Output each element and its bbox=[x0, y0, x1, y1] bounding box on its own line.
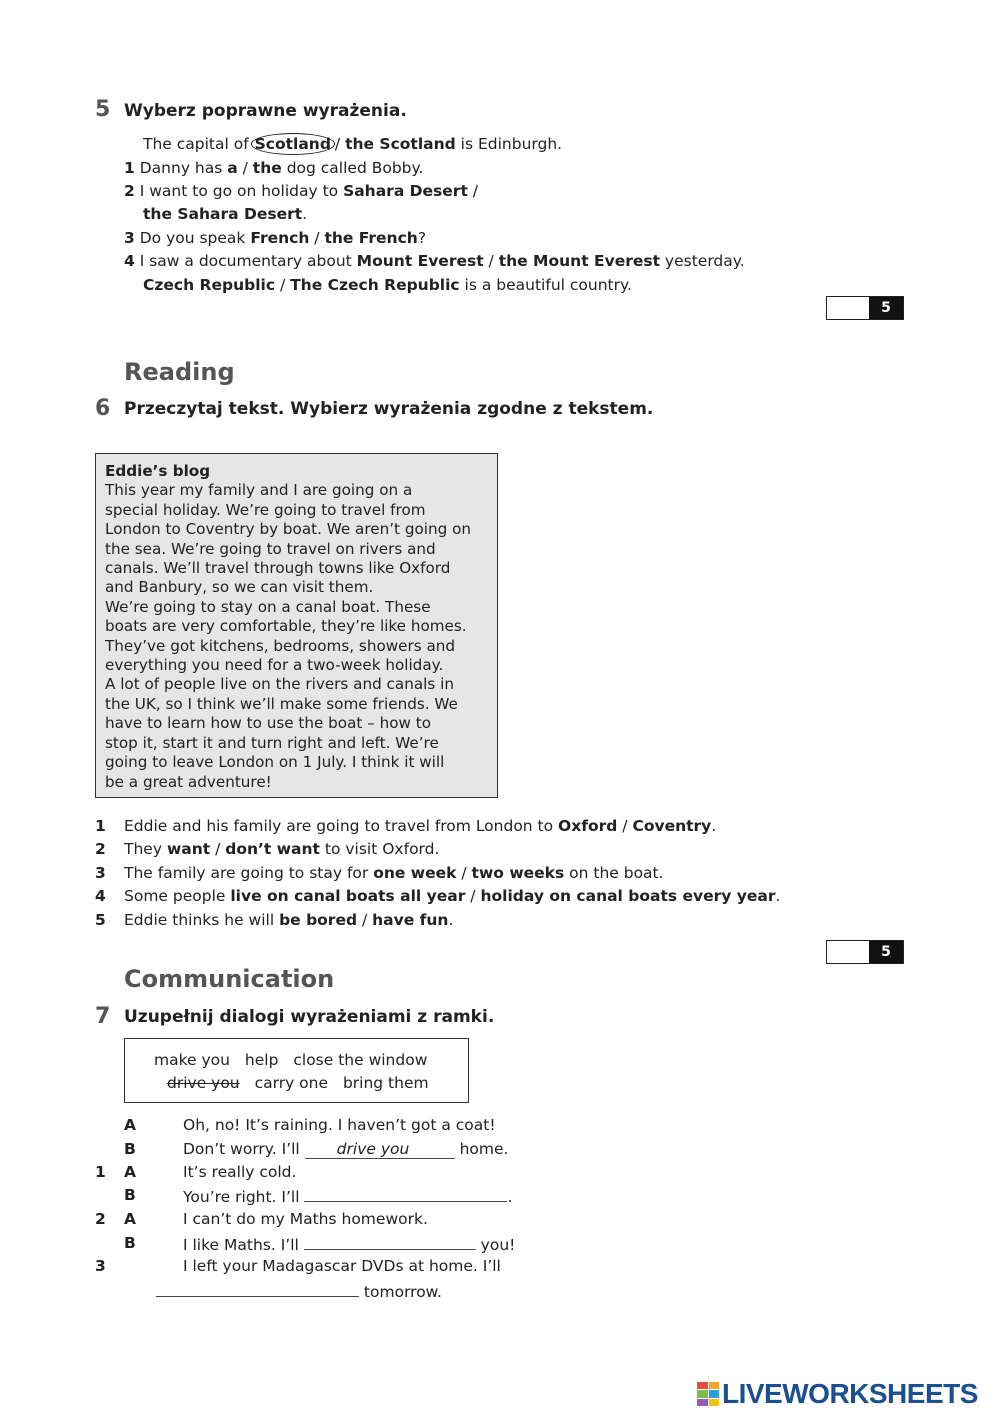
item-text-end: . bbox=[302, 205, 308, 223]
option-1[interactable]: Mount Everest bbox=[356, 252, 484, 270]
example-text: The capital of bbox=[143, 135, 254, 153]
ex6-item-3 bbox=[95, 864, 664, 882]
answer-blank[interactable] bbox=[304, 1186, 507, 1202]
dialog-line bbox=[183, 1186, 512, 1206]
option-2[interactable]: Coventry bbox=[632, 817, 712, 835]
item-text: I saw a documentary about bbox=[139, 252, 357, 270]
ex6-item-2 bbox=[95, 840, 439, 858]
option-1[interactable]: Oxford bbox=[558, 817, 618, 835]
dialog-number: 3 bbox=[95, 1257, 106, 1275]
exercise-6-number: 6 bbox=[95, 396, 111, 421]
item-text: They bbox=[124, 840, 167, 858]
item-text: Danny has bbox=[139, 159, 228, 177]
item-text-end: on the boat. bbox=[564, 864, 664, 882]
dialog-line bbox=[183, 1234, 515, 1254]
speaker-label: B bbox=[124, 1234, 136, 1252]
ex6-item-1 bbox=[95, 817, 716, 835]
ex5-item-2 bbox=[124, 182, 478, 200]
item-number: 2 bbox=[124, 182, 135, 200]
option-2[interactable]: the Sahara Desert bbox=[143, 205, 303, 223]
blog-line: have to learn how to use the boat – how to bbox=[105, 714, 432, 733]
blog-line: stop it, start it and turn right and left. We’re bbox=[105, 733, 439, 752]
blog-line: and Banbury, so we can visit them. bbox=[105, 578, 374, 597]
blog-line: This year my family and I are going on a bbox=[105, 481, 413, 500]
ex6-item-4 bbox=[95, 887, 780, 905]
item-number: 3 bbox=[95, 864, 106, 882]
blog-line: A lot of people live on the rivers and canals in bbox=[105, 675, 454, 694]
word-box bbox=[124, 1038, 469, 1103]
item-number: 5 bbox=[95, 911, 106, 929]
separator: / bbox=[334, 135, 346, 153]
option-2: the Scotland bbox=[345, 135, 456, 153]
logo-square bbox=[709, 1382, 720, 1389]
separator: / bbox=[309, 229, 325, 247]
blog-line: We’re going to stay on a canal boat. These bbox=[105, 597, 431, 616]
logo-square bbox=[697, 1399, 708, 1406]
speaker-label: A bbox=[124, 1163, 136, 1181]
logo-square bbox=[697, 1382, 708, 1389]
option-1[interactable]: Sahara Desert bbox=[343, 182, 468, 200]
exercise-6-title: Przeczytaj tekst. Wybierz wyrażenia zgodne z tekstem. bbox=[124, 399, 654, 419]
score-points: 5 bbox=[869, 941, 903, 963]
dialog-number: 1 bbox=[95, 1163, 106, 1181]
item-number: 2 bbox=[95, 840, 106, 858]
speaker-label: A bbox=[124, 1210, 136, 1228]
item-text: I want to go on holiday to bbox=[139, 182, 344, 200]
score-box[interactable] bbox=[826, 940, 904, 964]
blog-line: the UK, so I think we’ll make some friends. We bbox=[105, 694, 458, 713]
ex5-item-5 bbox=[143, 276, 632, 294]
blog-text-box bbox=[95, 453, 498, 798]
word-option: bring them bbox=[342, 1074, 429, 1092]
option-2[interactable]: the Mount Everest bbox=[498, 252, 660, 270]
ex5-item-2-cont bbox=[143, 205, 307, 223]
score-points: 5 bbox=[869, 297, 903, 319]
dialog-text: You’re right. I’ll bbox=[183, 1188, 305, 1206]
exercise-5-title: Wyberz poprawne wyrażenia. bbox=[124, 101, 407, 121]
option-1[interactable]: French bbox=[250, 229, 310, 247]
dialog-number: 2 bbox=[95, 1210, 106, 1228]
option-1[interactable]: a bbox=[227, 159, 238, 177]
blog-line: London to Coventry by boat. We aren’t going on bbox=[105, 520, 472, 539]
blog-line: canals. We’ll travel through towns like Oxford bbox=[105, 559, 451, 578]
option-2[interactable]: don’t want bbox=[225, 840, 320, 858]
separator: / bbox=[357, 911, 373, 929]
item-number: 3 bbox=[124, 229, 135, 247]
logo-square bbox=[697, 1390, 708, 1397]
ex5-item-3 bbox=[124, 229, 426, 247]
separator: / bbox=[617, 817, 633, 835]
item-number: 1 bbox=[124, 159, 135, 177]
blog-line: boats are very comfortable, they’re like homes. bbox=[105, 617, 467, 636]
item-text-end: . bbox=[775, 887, 781, 905]
item-text: The family are going to stay for bbox=[124, 864, 374, 882]
separator: / bbox=[465, 887, 481, 905]
option-2[interactable]: two weeks bbox=[471, 864, 565, 882]
blog-line: everything you need for a two-week holiday. bbox=[105, 656, 444, 675]
dialog-line: I can’t do my Maths homework. bbox=[183, 1210, 428, 1228]
item-number: 1 bbox=[95, 817, 106, 835]
item-text: Eddie and his family are going to travel from London to bbox=[124, 817, 559, 835]
separator: / bbox=[483, 252, 499, 270]
separator: / bbox=[237, 159, 253, 177]
blog-line: special holiday. We’re going to travel from bbox=[105, 500, 426, 519]
exercise-7-title: Uzupełnij dialogi wyrażeniami z ramki. bbox=[124, 1007, 495, 1027]
item-text: Some people bbox=[124, 887, 231, 905]
reading-heading: Reading bbox=[124, 358, 235, 386]
item-text-end: ? bbox=[417, 229, 427, 247]
blog-line: the sea. We’re going to travel on rivers and bbox=[105, 539, 436, 558]
item-text-end: is a beautiful country. bbox=[459, 276, 632, 294]
item-text-end: to visit Oxford. bbox=[319, 840, 440, 858]
speaker-label: B bbox=[124, 1140, 136, 1158]
dialog-line bbox=[156, 1281, 442, 1301]
example-text-end: is Edinburgh. bbox=[455, 135, 563, 153]
dialog-text: I like Maths. I’ll bbox=[183, 1236, 304, 1254]
blog-line: going to leave London on 1 July. I think it will bbox=[105, 753, 445, 772]
dialog-line bbox=[183, 1140, 508, 1159]
answer-text: drive you bbox=[336, 1140, 410, 1158]
word-option-used: drive you bbox=[167, 1074, 240, 1092]
separator: / bbox=[467, 182, 479, 200]
exercise-5-example bbox=[143, 135, 562, 153]
option-2[interactable]: holiday on canal boats every year bbox=[480, 887, 776, 905]
answer-blank[interactable] bbox=[305, 1140, 455, 1159]
speaker-label: B bbox=[124, 1186, 136, 1204]
option-2[interactable]: the French bbox=[324, 229, 418, 247]
item-text: Do you speak bbox=[139, 229, 251, 247]
dialog-text: Don’t worry. I’ll bbox=[183, 1140, 305, 1158]
blog-line: be a great adventure! bbox=[105, 772, 272, 791]
circled-answer: Scotland bbox=[251, 133, 335, 155]
option-1[interactable]: one week bbox=[373, 864, 457, 882]
exercise-7-number: 7 bbox=[95, 1004, 111, 1029]
option-1[interactable]: Czech Republic bbox=[143, 276, 276, 294]
logo-mark-icon bbox=[697, 1382, 719, 1406]
word-option: carry one bbox=[254, 1074, 329, 1092]
communication-heading: Communication bbox=[124, 965, 335, 993]
speaker-label: A bbox=[124, 1116, 136, 1134]
item-text-end: dog called Bobby. bbox=[281, 159, 424, 177]
logo-square bbox=[709, 1390, 720, 1397]
ex5-item-1 bbox=[124, 159, 423, 177]
score-box[interactable] bbox=[826, 296, 904, 320]
blog-line: They’ve got kitchens, bedrooms, showers and bbox=[105, 636, 456, 655]
item-text-end: yesterday. bbox=[660, 252, 745, 270]
option-2[interactable]: have fun bbox=[372, 911, 449, 929]
item-text: Eddie thinks he will bbox=[124, 911, 280, 929]
exercise-5-number: 5 bbox=[95, 97, 111, 122]
dialog-text-end: tomorrow. bbox=[359, 1283, 442, 1301]
dialog-text-end: . bbox=[507, 1188, 513, 1206]
word-option: make you bbox=[154, 1051, 230, 1069]
option-1[interactable]: be bored bbox=[279, 911, 358, 929]
option-2[interactable]: The Czech Republic bbox=[290, 276, 460, 294]
word-option: close the window bbox=[293, 1051, 428, 1069]
ex5-item-4 bbox=[124, 252, 745, 270]
word-option: help bbox=[244, 1051, 279, 1069]
dialog-line: Oh, no! It’s raining. I haven’t got a coat! bbox=[183, 1116, 496, 1134]
separator: / bbox=[456, 864, 472, 882]
option-1[interactable]: want bbox=[166, 840, 211, 858]
answer-blank[interactable] bbox=[156, 1281, 359, 1297]
item-number: 4 bbox=[95, 887, 106, 905]
separator: / bbox=[275, 276, 291, 294]
item-text-end: . bbox=[711, 817, 717, 835]
ex6-item-5 bbox=[95, 911, 453, 929]
option-2[interactable]: the bbox=[252, 159, 282, 177]
dialog-line: I left your Madagascar DVDs at home. I’ll bbox=[183, 1257, 501, 1275]
blog-title: Eddie’s blog bbox=[105, 462, 211, 480]
option-1[interactable]: live on canal boats all year bbox=[230, 887, 466, 905]
separator: / bbox=[210, 840, 226, 858]
answer-blank[interactable] bbox=[304, 1234, 476, 1250]
liveworksheets-logo bbox=[697, 1378, 978, 1410]
logo-square bbox=[709, 1399, 720, 1406]
dialog-text-end: home. bbox=[454, 1140, 509, 1158]
item-number: 4 bbox=[124, 252, 135, 270]
logo-text: LIVEWORKSHEETS bbox=[722, 1378, 978, 1409]
dialog-text-end: you! bbox=[475, 1236, 516, 1254]
item-text-end: . bbox=[448, 911, 454, 929]
dialog-line: It’s really cold. bbox=[183, 1163, 297, 1181]
